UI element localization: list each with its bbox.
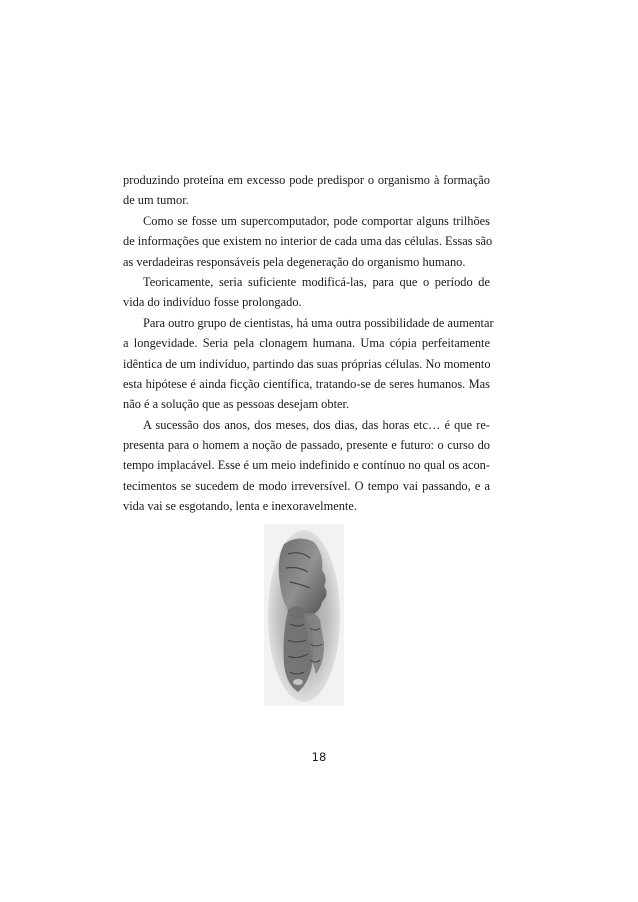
text-line: de informações que existem no interior de cada uma das células. Essas são [123, 234, 493, 249]
text-line: produzindo proteína em excesso pode predispor o organismo à formação [123, 173, 490, 187]
text-line: a longevidade. Seria pela clonagem humana. Uma cópia perfeitamente [123, 336, 490, 351]
text-line: Para outro grupo de cientistas, há uma outra possibilidade de aumentar [143, 315, 494, 330]
text-line: Como se fosse um supercomputador, pode comportar alguns trilhões [143, 213, 490, 228]
text-line: não é a solução que as pessoas desejam obter. [123, 397, 350, 412]
text-line: tecimentos se sucedem de modo irreversível. O tempo vai passando, e a [123, 478, 490, 493]
text-line: tempo implacável. Esse é um meio indefinido e contínuo no qual os acon- [123, 458, 490, 473]
text-line: esta hipótese é ainda ficção científica, tratando-se de seres humanos. Mas [123, 376, 490, 391]
text-line: vida do indivíduo fosse prolongado. [123, 295, 302, 310]
text-line: vida vai se esgotando, lenta e inexoravelmente. [123, 499, 357, 514]
text-line: Teoricamente, seria suficiente modificá-las, para que o período de [143, 274, 490, 289]
page-number: 18 [311, 750, 327, 764]
text-line: idêntica de um indivíduo, partindo das suas próprias células. No momento [123, 356, 491, 371]
text-line: de um tumor. [123, 193, 189, 208]
body-text [123, 170, 494, 517]
text-line: A sucessão dos anos, dos meses, dos dias, das horas etc… é que re- [143, 417, 490, 432]
text-line: presenta para o homem a noção de passado, presente e futuro: o curso do [123, 438, 490, 453]
aged-hand-illustration-icon [264, 524, 344, 706]
text-line: as verdadeiras responsáveis pela degeneração do organismo humano. [123, 254, 466, 269]
